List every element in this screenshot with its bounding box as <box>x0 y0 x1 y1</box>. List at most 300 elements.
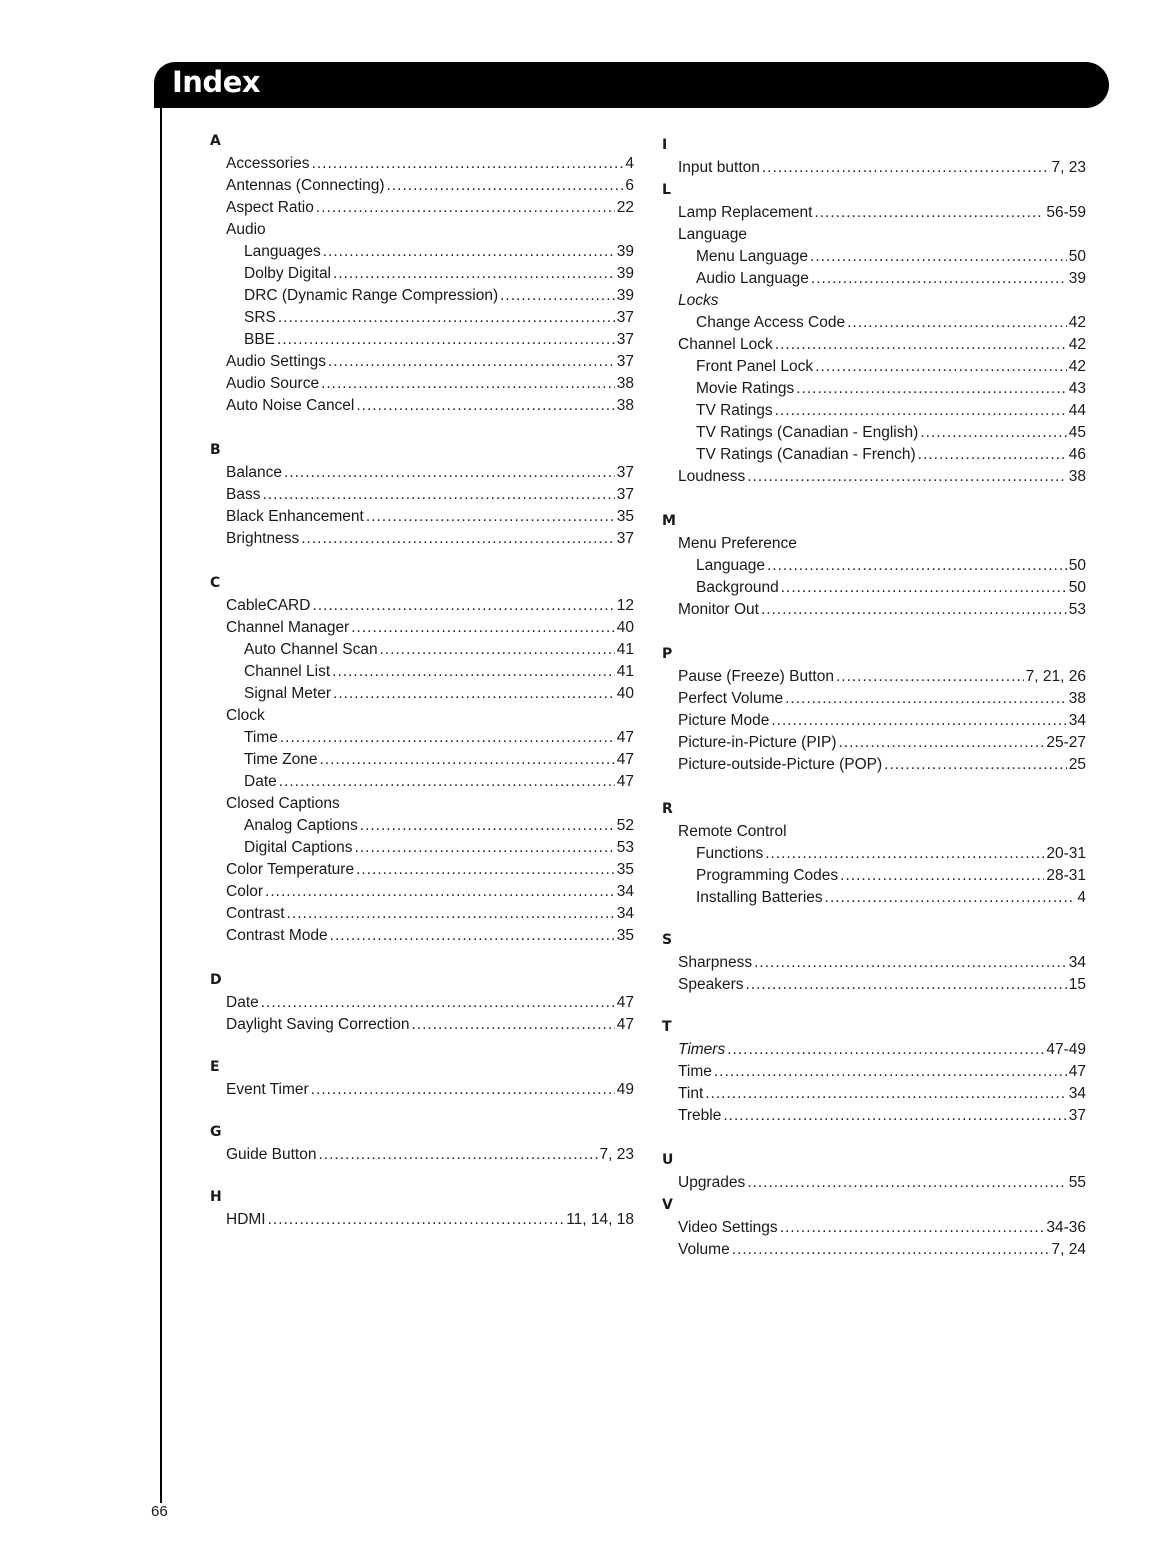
entry-text: Accessories <box>226 155 310 172</box>
entry-pages: 15 <box>1068 976 1086 993</box>
section-letter: U <box>662 1152 674 1168</box>
entry-text: Loudness <box>678 468 746 485</box>
dot-leader <box>330 925 615 947</box>
entry-text: Time <box>244 729 278 746</box>
entry-pages: 7, 23 <box>599 1146 634 1163</box>
entry-pages: 25-27 <box>1046 734 1086 751</box>
index-entry <box>200 1079 634 1101</box>
index-entry <box>200 815 634 837</box>
entry-text: Channel Lock <box>678 336 773 353</box>
entry-pages: 47 <box>616 1016 634 1033</box>
index-entry <box>652 1239 1086 1261</box>
dot-leader <box>321 373 615 395</box>
entry-pages: 11, 14, 18 <box>566 1211 634 1228</box>
index-entry <box>652 533 1086 555</box>
entry-text: Input button <box>678 159 760 176</box>
entry-text: Auto Channel Scan <box>244 641 378 658</box>
index-section-u <box>652 1149 1086 1194</box>
entry-pages: 47 <box>616 994 634 1011</box>
index-entry <box>652 843 1086 865</box>
index-entry <box>200 373 634 395</box>
entry-text: Audio <box>226 221 266 238</box>
entry-pages: 56-59 <box>1046 204 1086 221</box>
index-entry <box>652 577 1086 599</box>
entry-text: Antennas (Connecting) <box>226 177 385 194</box>
dot-leader <box>277 329 615 351</box>
index-section-h <box>200 1186 634 1231</box>
index-entry <box>200 992 634 1014</box>
index-entry <box>652 1172 1086 1194</box>
entry-pages: 34 <box>1068 712 1086 729</box>
index-entry <box>652 224 1086 246</box>
dot-leader <box>761 599 1067 621</box>
index-entry <box>652 356 1086 378</box>
dot-leader <box>500 285 615 307</box>
entry-pages: 50 <box>1068 579 1086 596</box>
dot-leader <box>333 683 615 705</box>
dot-leader <box>387 175 624 197</box>
index-entry <box>200 263 634 285</box>
index-entry <box>200 528 634 550</box>
index-section-i <box>652 134 1086 179</box>
index-section-a <box>200 130 634 417</box>
entry-pages: 47-49 <box>1046 1041 1086 1058</box>
dot-leader <box>323 241 615 263</box>
index-entry <box>652 202 1086 224</box>
index-entry <box>652 887 1086 909</box>
dot-leader <box>775 400 1067 422</box>
section-letter: S <box>662 932 673 948</box>
entry-text: Timers <box>678 1041 726 1058</box>
entry-text: Closed Captions <box>226 795 340 812</box>
entry-pages: 50 <box>1068 248 1086 265</box>
index-entry <box>652 555 1086 577</box>
entry-text: Brightness <box>226 530 300 547</box>
entry-text: Video Settings <box>678 1219 778 1236</box>
margin-rule <box>160 106 162 1503</box>
entry-pages: 37 <box>616 530 634 547</box>
dot-leader <box>714 1061 1067 1083</box>
index-entry <box>200 329 634 351</box>
entry-pages: 34 <box>1068 954 1086 971</box>
dot-leader <box>366 506 615 528</box>
dot-leader <box>810 246 1067 268</box>
index-entry <box>652 1083 1086 1105</box>
entry-text: Dolby Digital <box>244 265 332 282</box>
index-entry <box>200 881 634 903</box>
entry-pages: 40 <box>616 619 634 636</box>
index-entry <box>200 1209 634 1231</box>
dot-leader <box>781 577 1067 599</box>
index-entry <box>652 599 1086 621</box>
index-entry <box>652 157 1086 179</box>
dot-leader <box>332 661 615 683</box>
entry-pages: 22 <box>616 199 634 216</box>
entry-text: Audio Source <box>226 375 320 392</box>
entry-text: Contrast <box>226 905 285 922</box>
index-entry <box>200 749 634 771</box>
section-letter: G <box>210 1124 222 1140</box>
entry-pages: 37 <box>616 464 634 481</box>
entry-text: Contrast Mode <box>226 927 328 944</box>
index-section-s <box>652 929 1086 996</box>
index-entry <box>200 925 634 947</box>
entry-text: Date <box>226 994 259 1011</box>
entry-pages: 40 <box>616 685 634 702</box>
entry-pages: 25 <box>1068 756 1086 773</box>
entry-text: Lamp Replacement <box>678 204 813 221</box>
entry-text: Treble <box>678 1107 722 1124</box>
entry-pages: 34 <box>616 905 634 922</box>
entry-pages: 35 <box>616 861 634 878</box>
dot-leader <box>356 395 614 417</box>
index-entry <box>200 727 634 749</box>
entry-pages: 7, 23 <box>1051 159 1086 176</box>
entry-pages: 35 <box>616 508 634 525</box>
index-entry <box>652 952 1086 974</box>
dot-leader <box>278 307 615 329</box>
index-entry <box>652 821 1086 843</box>
entry-text: Analog Captions <box>244 817 358 834</box>
section-letter: A <box>210 133 221 149</box>
index-entry <box>200 153 634 175</box>
index-column-right <box>652 134 1086 1261</box>
entry-text: Volume <box>678 1241 730 1258</box>
index-entry <box>652 732 1086 754</box>
entry-pages: 6 <box>625 177 634 194</box>
entry-pages: 42 <box>1068 336 1086 353</box>
dot-leader <box>333 263 615 285</box>
dot-leader <box>727 1039 1044 1061</box>
index-entry <box>200 175 634 197</box>
section-letter: P <box>662 646 673 662</box>
entry-text: Sharpness <box>678 954 753 971</box>
dot-leader <box>412 1014 615 1036</box>
entry-pages: 7, 21, 26 <box>1025 668 1086 685</box>
entry-text: DRC (Dynamic Range Compression) <box>244 287 499 304</box>
entry-text: Menu Language <box>696 248 809 265</box>
dot-leader <box>732 1239 1050 1261</box>
index-section-e <box>200 1056 634 1101</box>
index-entry <box>200 462 634 484</box>
entry-text: Event Timer <box>226 1081 309 1098</box>
index-entry <box>652 400 1086 422</box>
dot-leader <box>312 595 614 617</box>
entry-pages: 52 <box>616 817 634 834</box>
dot-leader <box>836 666 1024 688</box>
entry-pages: 38 <box>616 397 634 414</box>
index-entry <box>652 444 1086 466</box>
dot-leader <box>767 555 1067 577</box>
section-letter: M <box>662 513 676 529</box>
entry-text: Movie Ratings <box>696 380 795 397</box>
index-entry <box>200 793 634 815</box>
index-entry <box>200 903 634 925</box>
page-title: Index <box>172 65 261 99</box>
entry-text: CableCARD <box>226 597 311 614</box>
entry-text: Balance <box>226 464 283 481</box>
entry-text: Black Enhancement <box>226 508 364 525</box>
entry-pages: 46 <box>1068 446 1086 463</box>
entry-text: Digital Captions <box>244 839 353 856</box>
dot-leader <box>796 378 1067 400</box>
index-entry <box>652 268 1086 290</box>
entry-text: Auto Noise Cancel <box>226 397 355 414</box>
entry-text: TV Ratings (Canadian - French) <box>696 446 916 463</box>
section-letter: I <box>662 137 668 153</box>
entry-pages: 37 <box>1068 1107 1086 1124</box>
index-entry <box>200 1144 634 1166</box>
dot-leader <box>268 1209 565 1231</box>
index-entry <box>652 754 1086 776</box>
entry-pages: 44 <box>1068 402 1086 419</box>
index-entry <box>200 395 634 417</box>
dot-leader <box>780 1217 1045 1239</box>
entry-text: HDMI <box>226 1211 266 1228</box>
entry-text: Change Access Code <box>696 314 846 331</box>
index-entry <box>652 865 1086 887</box>
entry-pages: 38 <box>1068 468 1086 485</box>
dot-leader <box>815 356 1067 378</box>
index-entry <box>200 307 634 329</box>
entry-pages: 4 <box>625 155 634 172</box>
index-entry <box>652 312 1086 334</box>
index-section-l <box>652 179 1086 488</box>
entry-pages: 41 <box>616 663 634 680</box>
index-entry <box>200 661 634 683</box>
dot-leader <box>301 528 615 550</box>
entry-text: Channel Manager <box>226 619 350 636</box>
dot-leader <box>380 639 615 661</box>
dot-leader <box>284 462 615 484</box>
dot-leader <box>754 952 1067 974</box>
index-entry <box>200 285 634 307</box>
entry-text: Front Panel Lock <box>696 358 814 375</box>
entry-text: Languages <box>244 243 321 260</box>
entry-text: Tint <box>678 1085 704 1102</box>
entry-text: TV Ratings <box>696 402 773 419</box>
index-section-t <box>652 1016 1086 1127</box>
section-letter: E <box>210 1059 220 1075</box>
entry-text: Bass <box>226 486 261 503</box>
index-title-bar <box>154 62 1109 108</box>
page-number: 66 <box>151 1503 168 1520</box>
entry-text: Upgrades <box>678 1174 746 1191</box>
entry-pages: 35 <box>616 927 634 944</box>
entry-text: Guide Button <box>226 1146 317 1163</box>
dot-leader <box>775 334 1067 356</box>
entry-text: Menu Preference <box>678 535 797 552</box>
index-entry <box>200 484 634 506</box>
dot-leader <box>884 754 1067 776</box>
dot-leader <box>311 1079 615 1101</box>
dot-leader <box>279 771 615 793</box>
index-entry <box>200 639 634 661</box>
index-section-g <box>200 1121 634 1166</box>
index-section-r <box>652 798 1086 909</box>
entry-pages: 47 <box>616 773 634 790</box>
entry-text: Perfect Volume <box>678 690 784 707</box>
index-section-v <box>652 1194 1086 1261</box>
dot-leader <box>287 903 615 925</box>
index-entry <box>200 1014 634 1036</box>
entry-pages: 12 <box>616 597 634 614</box>
entry-pages: 39 <box>1068 270 1086 287</box>
dot-leader <box>838 732 1044 754</box>
index-entry <box>200 837 634 859</box>
entry-text: Picture Mode <box>678 712 770 729</box>
dot-leader <box>920 422 1066 444</box>
index-entry <box>652 290 1086 312</box>
entry-pages: 7, 24 <box>1051 1241 1086 1258</box>
index-entry <box>652 422 1086 444</box>
entry-pages: 37 <box>616 331 634 348</box>
index-section-m <box>652 510 1086 621</box>
index-entry <box>652 666 1086 688</box>
entry-text: Time <box>678 1063 712 1080</box>
index-section-d <box>200 969 634 1036</box>
entry-text: Date <box>244 773 277 790</box>
index-entry <box>652 466 1086 488</box>
dot-leader <box>351 617 615 639</box>
index-section-p <box>652 643 1086 776</box>
entry-text: Color <box>226 883 264 900</box>
entry-text: Color Temperature <box>226 861 355 878</box>
index-entry <box>652 334 1086 356</box>
dot-leader <box>355 837 615 859</box>
index-entry <box>200 595 634 617</box>
entry-pages: 38 <box>616 375 634 392</box>
entry-pages: 50 <box>1068 557 1086 574</box>
entry-pages: 37 <box>616 353 634 370</box>
entry-text: Remote Control <box>678 823 787 840</box>
entry-pages: 20-31 <box>1046 845 1086 862</box>
entry-pages: 28-31 <box>1046 867 1086 884</box>
entry-text: Monitor Out <box>678 601 759 618</box>
entry-pages: 34 <box>1068 1085 1086 1102</box>
dot-leader <box>762 157 1050 179</box>
entry-text: Speakers <box>678 976 744 993</box>
dot-leader <box>918 444 1067 466</box>
entry-text: Locks <box>678 292 719 309</box>
index-entry <box>652 378 1086 400</box>
entry-pages: 42 <box>1068 358 1086 375</box>
entry-text: Picture-outside-Picture (POP) <box>678 756 883 773</box>
entry-pages: 47 <box>616 751 634 768</box>
dot-leader <box>316 197 615 219</box>
dot-leader <box>747 466 1067 488</box>
entry-pages: 47 <box>1068 1063 1086 1080</box>
entry-pages: 37 <box>616 486 634 503</box>
entry-pages: 34 <box>616 883 634 900</box>
entry-pages: 43 <box>1068 380 1086 397</box>
index-entry <box>652 246 1086 268</box>
entry-text: Channel List <box>244 663 331 680</box>
dot-leader <box>840 865 1044 887</box>
section-letter: T <box>662 1019 672 1035</box>
dot-leader <box>356 859 615 881</box>
index-entry <box>200 351 634 373</box>
index-entry <box>200 241 634 263</box>
dot-leader <box>318 1144 597 1166</box>
index-column-left <box>200 130 634 1231</box>
entry-pages: 37 <box>616 309 634 326</box>
dot-leader <box>847 312 1067 334</box>
dot-leader <box>747 1172 1067 1194</box>
dot-leader <box>328 351 615 373</box>
entry-pages: 41 <box>616 641 634 658</box>
entry-pages: 4 <box>1077 889 1086 906</box>
entry-pages: 47 <box>616 729 634 746</box>
dot-leader <box>360 815 615 837</box>
entry-text: Audio Settings <box>226 353 326 370</box>
section-letter: V <box>662 1197 673 1213</box>
dot-leader <box>723 1105 1066 1127</box>
entry-text: Installing Batteries <box>696 889 823 906</box>
index-entry <box>652 688 1086 710</box>
dot-leader <box>811 268 1067 290</box>
entry-text: Language <box>678 226 747 243</box>
entry-text: Background <box>696 579 779 596</box>
entry-pages: 55 <box>1068 1174 1086 1191</box>
entry-text: SRS <box>244 309 276 326</box>
section-letter: D <box>210 972 222 988</box>
section-letter: B <box>210 442 221 458</box>
index-entry <box>200 705 634 727</box>
entry-text: BBE <box>244 331 276 348</box>
index-entry <box>652 974 1086 996</box>
entry-pages: 34-36 <box>1046 1219 1086 1236</box>
entry-text: TV Ratings (Canadian - English) <box>696 424 919 441</box>
index-section-c <box>200 572 634 947</box>
entry-text: Aspect Ratio <box>226 199 314 216</box>
section-letter: C <box>210 575 221 591</box>
entry-pages: 53 <box>616 839 634 856</box>
index-entry <box>652 1039 1086 1061</box>
entry-text: Signal Meter <box>244 685 332 702</box>
index-section-b <box>200 439 634 550</box>
dot-leader <box>280 727 615 749</box>
entry-text: Daylight Saving Correction <box>226 1016 410 1033</box>
index-entry <box>652 1217 1086 1239</box>
index-entry <box>200 859 634 881</box>
index-entry <box>200 197 634 219</box>
index-entry <box>200 771 634 793</box>
entry-text: Clock <box>226 707 265 724</box>
dot-leader <box>705 1083 1066 1105</box>
entry-text: Functions <box>696 845 764 862</box>
entry-pages: 49 <box>616 1081 634 1098</box>
entry-pages: 39 <box>616 243 634 260</box>
index-entry <box>652 1105 1086 1127</box>
entry-pages: 39 <box>616 287 634 304</box>
entry-text: Pause (Freeze) Button <box>678 668 834 685</box>
dot-leader <box>814 202 1044 224</box>
section-letter: R <box>662 801 673 817</box>
dot-leader <box>765 843 1044 865</box>
entry-text: Picture-in-Picture (PIP) <box>678 734 837 751</box>
dot-leader <box>265 881 615 903</box>
dot-leader <box>320 749 615 771</box>
dot-leader <box>262 484 614 506</box>
section-letter: H <box>210 1189 222 1205</box>
entry-pages: 42 <box>1068 314 1086 331</box>
entry-text: Language <box>696 557 765 574</box>
index-entry <box>200 219 634 241</box>
index-entry <box>652 710 1086 732</box>
entry-text: Programming Codes <box>696 867 839 884</box>
index-entry <box>200 617 634 639</box>
